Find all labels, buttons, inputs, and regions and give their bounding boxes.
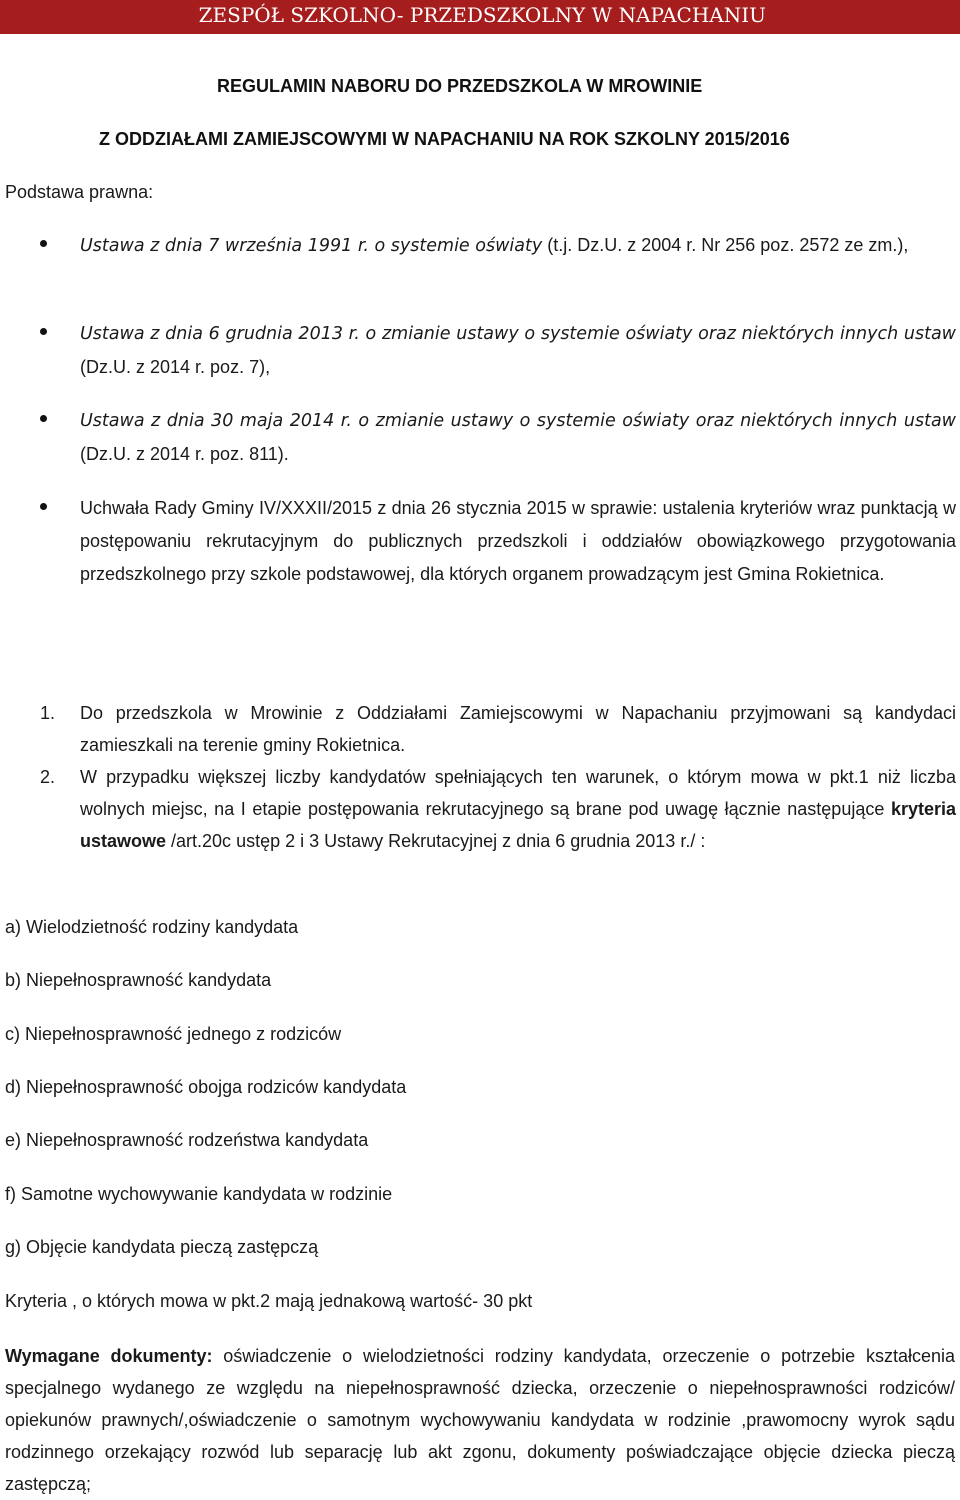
required-documents-text: oświadczenie o wielodzietności rodziny kandydata, orzeczenie o potrzebie kształcenia specjalnego wydanego ze względu na niepełnosprawność dziecka, orzeczenie o niepełnosprawności rodziców/ opiekunów prawnych/,oświadczenie o samotnym wychowywaniu kandydata w rodzinie ,prawomocny wyrok sądu rodzinnego orzekający rozwód lub separację lub akt zgonu, dokumenty poświadczające objęcie dziecka pieczą zastępczą; <box>5 1346 955 1494</box>
document-title-line-1: REGULAMIN NABORU DO PRZEDSZKOLA W MROWINIE <box>217 76 703 96</box>
criteria-note: Kryteria , o których mowa w pkt.2 mają jednakową wartość- 30 pkt <box>5 1291 533 1311</box>
criterion-item: c) Niepełnosprawność jednego z rodziców <box>5 1024 342 1044</box>
criterion-item: g) Objęcie kandydata pieczą zastępczą <box>5 1237 319 1257</box>
legal-basis-text: Ustawa z dnia 30 maja 2014 r. o zmianie ustawy o systemie oświaty oraz niektórych innych ustaw (Dz.U. z 2014 r. poz. 811). <box>80 411 956 464</box>
bullet-icon <box>40 240 47 247</box>
criterion-item: d) Niepełnosprawność obojga rodziców kandydata <box>5 1077 407 1097</box>
required-documents <box>5 1340 955 1500</box>
legal-basis-text: Ustawa z dnia 6 grudnia 2013 r. o zmianie ustawy o systemie oświaty oraz niektórych innych ustaw (Dz.U. z 2014 r. poz. 7), <box>80 324 956 377</box>
document-title-line-2: Z ODDZIAŁAMI ZAMIEJSCOWYMI W NAPACHANIU NA ROK SZKOLNY 2015/2016 <box>99 129 790 149</box>
school-header-banner <box>0 0 960 34</box>
statutory-criteria-bold: kryteria ustawowe <box>80 799 956 851</box>
required-documents-label: Wymagane dokumenty: <box>5 1346 213 1366</box>
point-number: 2. <box>40 767 56 787</box>
legal-basis-text: Ustawa z dnia 7 września 1991 r. o systemie oświaty (t.j. Dz.U. z 2004 r. Nr 256 poz. 2572 ze zm.), <box>80 235 909 256</box>
bullet-icon <box>40 503 47 510</box>
bullet-icon <box>40 328 47 335</box>
legal-basis-label: Podstawa prawna: <box>5 182 154 202</box>
criterion-item: f) Samotne wychowywanie kandydata w rodzinie <box>5 1184 393 1204</box>
bullet-icon <box>40 415 47 422</box>
point-text: W przypadku większej liczby kandydatów spełniających ten warunek, o którym mowa w pkt.1 niż liczba wolnych miejsc, na I etapie postępowania rekrutacyjnego są brane pod uwagę łącznie następujące kryteria ustawowe /art.20c ustęp 2 i 3 Ustawy Rekrutacyjnej z dnia 6 grudnia 2013 r./ : <box>80 767 956 851</box>
point-number: 1. <box>40 703 56 723</box>
school-name: ZESPÓŁ SZKOLNO- PRZEDSZKOLNY W NAPACHANIU <box>198 3 766 27</box>
criterion-item: a) Wielodzietność rodziny kandydata <box>5 917 299 937</box>
legal-basis-text: Uchwała Rady Gminy IV/XXXII/2015 z dnia 26 stycznia 2015 w sprawie: ustalenia kryteriów wraz punktacją w postępowaniu rekrutacyjnym do publicznych przedszkoli i oddziałów obowiązkowego przygotowania przedszkolnego przy szkole podstawowej, dla których organem prowadzącym jest Gmina Rokietnica. <box>80 498 956 584</box>
point-text: Do przedszkola w Mrowinie z Oddziałami Zamiejscowymi w Napachaniu przyjmowani są kandydaci zamieszkali na terenie gminy Rokietnica. <box>80 703 956 755</box>
criterion-item: b) Niepełnosprawność kandydata <box>5 970 272 990</box>
criterion-item: e) Niepełnosprawność rodzeństwa kandydata <box>5 1130 369 1150</box>
